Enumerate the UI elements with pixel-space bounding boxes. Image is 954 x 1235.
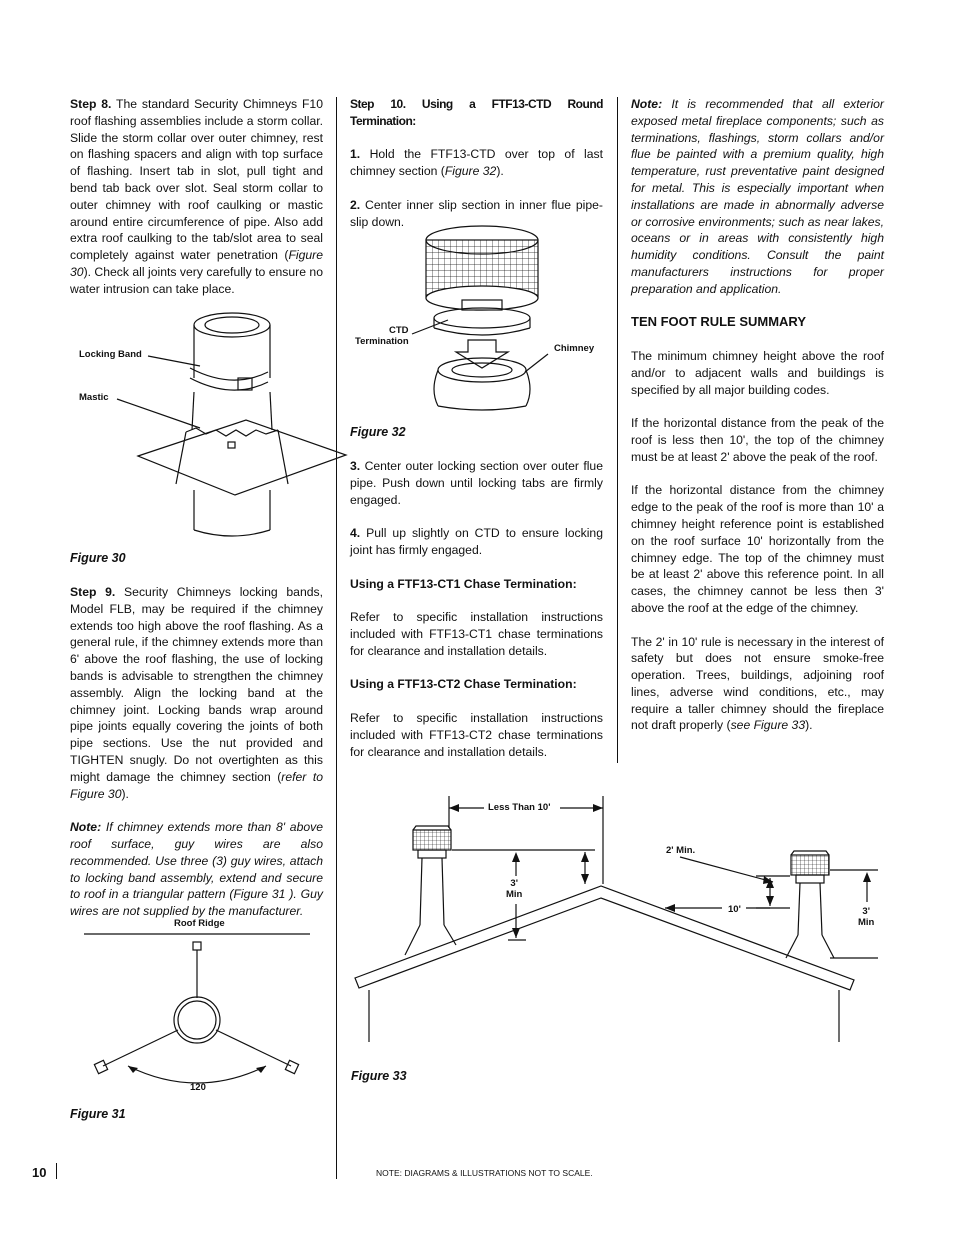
ct1-text: Refer to specific installation instructions included with FTF13-CT1 chase terminations for clearance and installation details. [350,610,603,658]
fig32-label-termination: Termination [355,336,409,347]
ten-foot-p3: If the horizontal distance from the chimney edge to the peak of the roof is more than 10' a chimney height reference point is established on the roof surface 10' horizontally from the chimney edge. The top of the chimney must be at least 2' above this reference point. In all cases, the chimney cannot be less then 3' above the roof at the edge of the chimney. [631,483,884,615]
ten-foot-p2: If the horizontal distance from the peak of the roof is less then 10', the top of the chimney must be at least 2' above the peak of the roof. [631,416,884,464]
step-10-item-3: 3. Center outer locking section over outer flue pipe. Push down until locking tabs are firmly engaged. [350,459,603,507]
fig33-label-2-min: 2' Min. [666,845,696,856]
fig33-label-3-min-left: 3' Min [506,878,523,900]
step-8-paragraph: Step 8. The standard Security Chimneys F10 roof flashing assemblies include a storm collar. Slide the storm collar over outer chimney, rest on flashing spacers and align with top surface of flashing. Insert tab in slot, pull tight and bend tab back over slot. Seal storm collar to outer chimney with roof caulking or mastic around entire circumference of pipe. Also add extra roof caulking to the tab/slot area to seal completely against water penetration (Figure 30). Check all joints very carefully to ensure no water intrusion can take place. [70,97,323,296]
fig30-label-locking-band: Locking Band [79,349,142,360]
footer-note: NOTE: DIAGRAMS & ILLUSTRATIONS NOT TO SCALE. [376,1168,593,1178]
fig33-label-3-min-right: 3' Min [858,906,875,928]
ten-foot-p4: The 2' in 10' rule is necessary in the interest of safety but does not ensure smoke-free operation. Trees, buildings, adjoining roof lines, adverse wind conditions, etc., may require a taller chimney should the fireplace not draft properly (see Figure 33). [631,634,884,733]
step-10-item-1: 1. Hold the FTF13-CTD over top of last chimney section (Figure 32). [350,147,603,179]
ct2-heading: Using a FTF13-CT2 Chase Termination: [350,677,577,692]
step-10-item-4: 4. Pull up slightly on CTD to ensure locking joint has firmly engaged. [350,526,603,557]
ct2-text: Refer to specific installation instructions included with FTF13-CT2 chase terminations for clearance and installation details. [350,710,603,759]
note-paragraph-guy-wires: Note: If chimney extends more than 8' above roof surface, guy wires are also recommended. Use three (3) guy wires, attach to locking band assembly, extend and secure to roof in a triangular pattern (Figure 31 ). Guy wires are not supplied by the manufacturer. [70,820,323,919]
ct1-heading: Using a FTF13-CT1 Chase Termination: [350,576,577,591]
figure-32-caption: Figure 32 [350,425,406,439]
fig32-label-ctd: CTD [389,325,409,336]
note-label: Note: [70,820,102,835]
paint-note: Note: It is recommended that all exterior exposed metal fireplace components; such as terminations, flashings, storm collars and/or flue be painted with a premium quality, high temperature, rust preventative paint designed for metal. This is especially important when installations are made in abnormally adverse or corrosive environments; such as near lakes, oceans or in areas with consistently high humidity conditions. Consult the paint manufacturers instructions for proper preparation and application. [631,97,884,296]
fig31-label-roof-ridge: Roof Ridge [174,918,225,929]
fig33-label-10: 10' [728,904,741,915]
step-10-heading: Step 10. Using a FTF13-CTD Round Termination: [350,97,603,128]
step-9-paragraph: Step 9. Security Chimneys locking bands, Model FLB, may be required if the chimney extends too high above the roof flashing. As a general rule, if the chimney extends more than 6' above the roof flashing, the use of locking bands is advisable to strengthen the chimney assembly. Align the locking band at the chimney joint. Locking bands wrap around pipe joints equally covering the joints of both pipe sections. Use the nut provided and TIGHTEN snugly. Do not overtighten as this might damage the chimney section (refer to Figure 30). [70,585,323,801]
fig30-label-mastic: Mastic [79,392,109,403]
fig32-label-chimney: Chimney [554,343,595,354]
page-number: 10 [32,1165,47,1180]
figure-31-caption: Figure 31 [70,1107,126,1121]
fig33-label-less-than-10: Less Than 10' [488,802,551,813]
figure-33-caption: Figure 33 [351,1069,407,1083]
step-10-item-2: 2. Center inner slip section in inner flue pipe-slip down. [350,197,603,229]
ten-foot-p1: The minimum chimney height above the roof and/or to adjacent walls and buildings is specified by all major building codes. [631,348,884,397]
fig31-label-angle: 120 [190,1082,206,1093]
figure-30-caption: Figure 30 [70,551,126,565]
step-8-label: Step 8. [70,97,112,111]
ten-foot-rule-heading: TEN FOOT RULE SUMMARY [631,314,807,330]
step-9-label: Step 9. [70,585,116,599]
